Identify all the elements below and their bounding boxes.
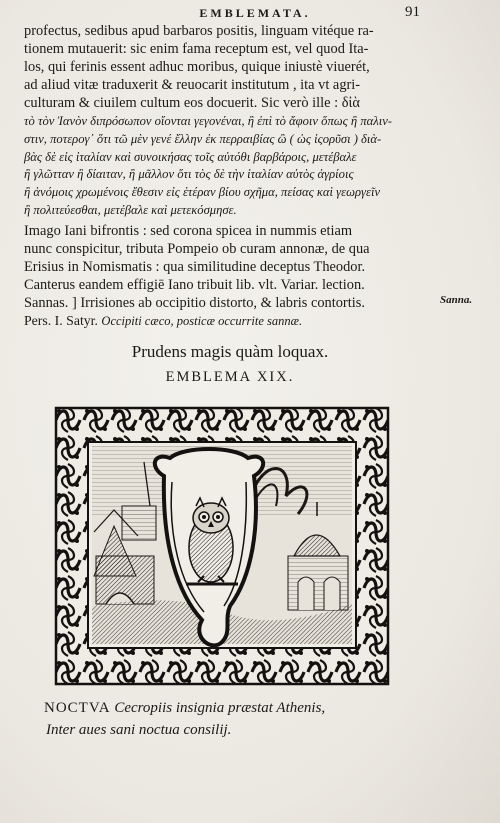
greek-quotation <box>24 113 434 220</box>
text-line: tionem mutauerit: sic enim fama receptum est, vel quod Ita- <box>24 41 369 57</box>
text-line: Imago Iani bifrontis : sed corona spicea in nummis etiam <box>24 222 353 239</box>
text-line: profectus, sedibus apud barbaros positis, linguam vitéque ra- <box>24 23 374 39</box>
text-line: Erisius in Nomismatis : qua similitudine deceptus Theodor. <box>24 258 366 275</box>
text-line: los, qui ferinis essent adhuc moribus, quique iniustè viuerét, <box>24 59 370 75</box>
owl-woodcut-illustration <box>54 406 390 686</box>
text-line: στιν, ποτερογ᾽ ὅτι τῶ μὲν γενέ ἔλλην ἐκ περραιβίας ὢ ( ὡς ἱςορῦσι ) διὰ- <box>24 131 382 146</box>
commentary-text <box>24 22 434 330</box>
latin-paragraph <box>24 22 434 112</box>
text-line: ἢ γλῶτταν ἢ δίαιταν, ἢ μᾶλλον ὅτι τὸς δὲ τὴν ἰταλίαν αὐτὸς ἀγρίοις <box>24 167 354 182</box>
reference-quote: Occipiti cæco, posticæ occurrite sannæ. <box>101 313 303 328</box>
text-line: ἢ ἀνόμοις χρωμένοις ἔθεσιν εἰς ἑτέραν βίου σχῆμα, πείσας καὶ γεωργεῖν <box>24 185 381 200</box>
text-line: ad aliud vitæ traduxerit & reuocarit institutum , ita vt agri- <box>24 77 361 93</box>
emblem-number: EMBLEMA XIX. <box>165 369 295 385</box>
running-head: EMBLEMATA. <box>199 6 311 20</box>
text-line: Sannas. ] Irrisiones ab occipitio distorto, & labris contortis. <box>24 294 365 311</box>
emblem-caption <box>44 697 464 741</box>
caption-line-2: Inter aues sani noctua consilij. <box>46 722 232 738</box>
text-line: τὸ τὸν Ἰανὸν διπρόσωπον οἴονται γεγονέναι, ἢ ἐπὶ τὸ ἄφοιν ὅπως ἢ παλιν- <box>24 114 392 128</box>
text-line: culturam & ciuilem cultum eos docuerit. Sic verò ille : δἰὰ <box>24 95 360 111</box>
text-line: ἢ πολιτεύεσθαι, μετέβαλε καὶ μετεκόσμησε. <box>24 202 237 217</box>
page-number: 91 <box>405 4 420 20</box>
text-line: nunc conspicitur, tributa Pompeio ob curam annonæ, de qua <box>24 240 370 257</box>
text-line: βὰς δὲ εἰς ἰταλίαν καὶ συνοικήσας τοῖς αὐτόθι βαρβάροις, μετέβαλε <box>24 149 357 164</box>
caption-line-1 <box>44 697 464 719</box>
caption-initial-word: NOCTVA <box>44 700 111 716</box>
persius-reference <box>24 312 434 330</box>
caption-line-1-text: Cecropiis insignia præstat Athenis, <box>114 700 326 716</box>
margin-note: Sanna. <box>440 294 473 306</box>
text-line: Canterus eandem effigiē Iano tribuit lib. vlt. Variar. lection. <box>24 276 365 293</box>
imago-paragraph <box>24 222 434 312</box>
reference-source: Pers. I. Satyr. <box>24 312 98 328</box>
emblem-motto: Prudens magis quàm loquax. <box>131 342 329 361</box>
